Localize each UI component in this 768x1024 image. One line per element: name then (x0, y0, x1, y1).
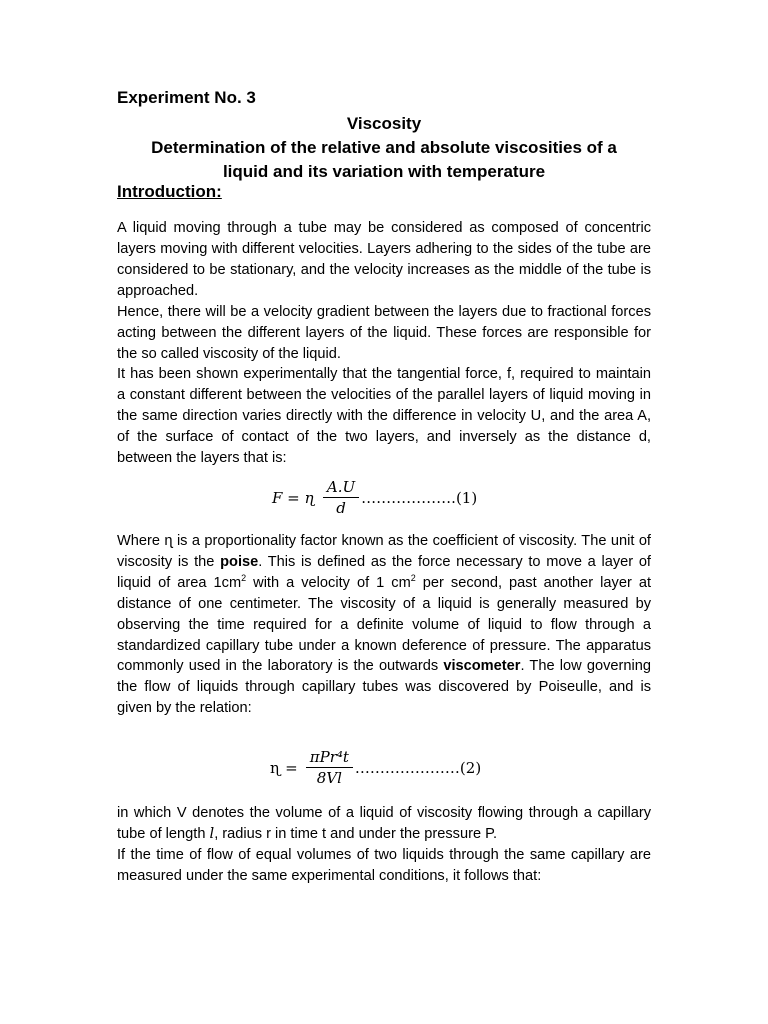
superscript-1: 2 (241, 572, 247, 583)
paragraph-5 (117, 803, 651, 845)
equation-1-denominator: d (336, 499, 346, 517)
paragraph-6: If the time of flow of equal volumes of two liquids through the same capillary are measured under the same experimental conditions, it follows that: (117, 847, 651, 884)
paragraph-5-text-b: , radius r in time t and under the pressure P. (214, 825, 498, 842)
paragraph-3: It has been shown experimentally that the tangential force, f, required to maintain a constant different between the velocities of the parallel layers of liquid moving in the same direction varies directly with the difference in velocity U, and the area A, of the surface of contact of the two layers, and inversely as the distance d, between the layers that is: (117, 366, 651, 466)
paragraph-4-text-e: . The low governing the flow of liquids through capillary tubes was discovered by Poiseulle, and is given by the relation: (117, 658, 651, 717)
equation-1 (272, 478, 477, 517)
paragraph-4-text-c: with a velocity of 1 cm (246, 574, 411, 591)
paragraph-5-text-a: in which V denotes the volume of a liquid of viscosity flowing through a capillary tube of length (117, 805, 651, 842)
equation-2-numerator: πPr⁴t (306, 748, 353, 768)
superscript-2: 2 (410, 572, 416, 583)
viscometer-term: viscometer (443, 658, 521, 675)
equation-2-label: (2) (459, 758, 482, 777)
equation-2 (270, 748, 481, 787)
experiment-title: Experiment No. 3 (117, 88, 256, 107)
equation-1-lhs: F = ɳ (272, 488, 315, 507)
paragraph-2: Hence, there will be a velocity gradient between the layers due to fractional forces acting between the different layers of the liquid. These forces are responsible for the so called viscosity of the liquid. (117, 304, 651, 362)
heading-line-1: Determination of the relative and absolute viscosities of a (151, 138, 617, 157)
paragraph-1: A liquid moving through a tube may be considered as composed of concentric layers moving with different velocities. Layers adhering to the sides of the tube are considered to be stationary, and the velocity increases as the middle of the tube is approached. (117, 220, 651, 299)
equation-2-dots: ………………… (354, 758, 460, 777)
equation-2-lhs: ɳ = (270, 758, 298, 777)
equation-1-fraction (323, 478, 359, 517)
equation-1-label: (1) (455, 488, 478, 507)
introduction-heading: Introduction: (117, 182, 222, 201)
equation-1-dots: ………………. (361, 488, 456, 507)
equation-2-denominator: 8Vl (316, 769, 342, 787)
paragraph-4-text-d: per second, past another layer at distance of one centimeter. The viscosity of a liquid is generally measured by observing the time required for a definite volume of liquid to flow through a standardized capillary tube under a known deference of pressure. The apparatus commonly used in the laboratory is the outwards (117, 574, 651, 675)
equation-2-fraction (306, 748, 353, 787)
paragraph-4 (117, 531, 651, 719)
paragraph-4-text-a: Where ɳ is a proportionality factor known as the coefficient of viscosity. The unit of viscosity is the (117, 533, 651, 570)
subject-heading: Viscosity (346, 114, 422, 133)
heading-line-2: liquid and its variation with temperature (222, 162, 546, 181)
length-symbol: l (209, 824, 215, 842)
poise-term: poise (220, 553, 259, 570)
equation-1-numerator: A.U (323, 478, 359, 498)
paragraph-4-text-b: . This is defined as the force necessary to move a layer of liquid of area 1cm (117, 553, 651, 591)
